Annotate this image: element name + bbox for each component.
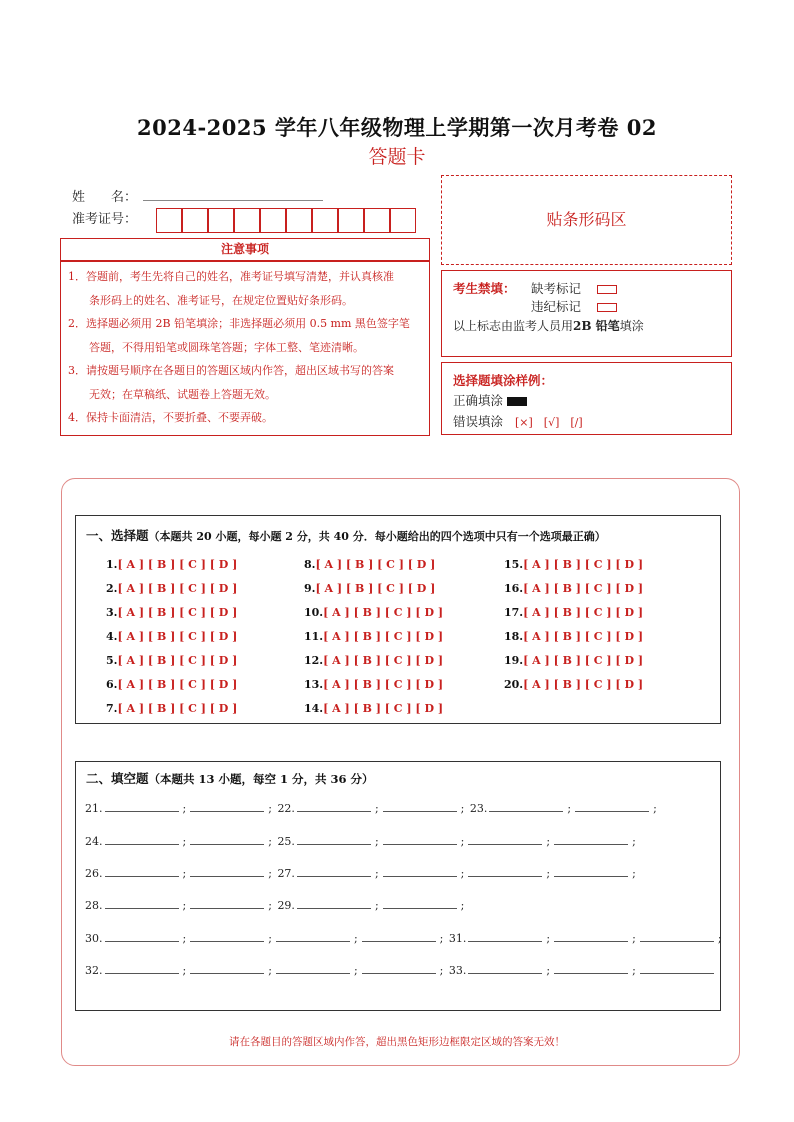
mc-question-number: 12. [304,654,324,667]
prohibited-box [441,270,732,357]
note-suffix: 填涂 [619,319,644,333]
mc-header [86,525,606,544]
blank[interactable] [190,931,264,942]
blank[interactable] [383,866,457,877]
mc-question[interactable] [106,558,237,571]
blank[interactable] [383,898,457,909]
mc-question-number: 17. [504,606,524,619]
blank[interactable] [383,801,457,812]
blank[interactable] [297,866,371,877]
id-box[interactable] [234,208,260,233]
fill-num: 23. [469,802,488,815]
blank[interactable] [105,931,179,942]
fill-num: 24. [85,835,103,848]
fill-num: 30. [85,932,103,945]
fill-num: 21. [85,802,103,815]
absent-mark-box[interactable] [597,285,617,294]
prohibited-note [453,317,644,334]
fill-row: 30. ; ; ; ; 31. ; ; ; [85,932,722,945]
fill-num: 32. [85,964,103,977]
mc-question-number: 16. [504,582,524,595]
blank[interactable] [276,931,350,942]
fill-row: 21. ; ; 22. ; ; 23. ; ; [85,802,657,815]
barcode-label: 贴条形码区 [546,210,627,229]
mc-question[interactable] [106,582,237,595]
fill-row: 24. ; ; 25. ; ; ; ; [85,835,636,848]
violation-label: 违纪标记 [531,299,582,314]
mc-options[interactable]: [ A ] [ B ] [ C ] [ D ] [523,630,644,643]
mc-options[interactable]: [ A ] [ B ] [ C ] [ D ] [323,630,444,643]
notice-line: 4．保持卡面清洁，不要折叠、不要弄破。 [68,411,273,424]
name-field[interactable] [143,200,323,201]
blank[interactable] [190,801,264,812]
mc-options[interactable]: [ A ] [ B ] [ C ] [ D ] [117,558,238,571]
mc-question-number: 7. [106,702,118,715]
mc-options[interactable]: [ A ] [ B ] [ C ] [ D ] [523,606,644,619]
mc-options[interactable]: [ A ] [ B ] [ C ] [ D ] [315,582,436,595]
blank[interactable] [190,898,264,909]
fill-num: 22. [277,802,295,815]
blank[interactable] [362,931,436,942]
mc-options[interactable]: [ A ] [ B ] [ C ] [ D ] [323,606,444,619]
id-box[interactable] [208,208,234,233]
mc-options[interactable]: [ A ] [ B ] [ C ] [ D ] [117,654,238,667]
blank[interactable] [468,963,542,974]
fill-title: 二、填空题 [86,771,149,786]
mc-options[interactable]: [ A ] [ B ] [ C ] [ D ] [117,582,238,595]
correct-sample-row [453,391,527,409]
blank[interactable] [276,963,350,974]
mc-question-number: 18. [504,630,524,643]
fill-desc: （本题共 13 小题，每空 1 分，共 36 分） [148,772,374,786]
mc-options[interactable]: [ A ] [ B ] [ C ] [ D ] [523,678,644,691]
mc-options[interactable]: [ A ] [ B ] [ C ] [ D ] [117,630,238,643]
blank[interactable] [362,963,436,974]
blank[interactable] [190,834,264,845]
mc-question[interactable] [504,606,643,619]
mc-question[interactable] [304,678,443,691]
violation-mark-box[interactable] [597,303,617,312]
mc-question-number: 8. [304,558,316,571]
mc-question[interactable] [304,654,443,667]
mc-question[interactable] [304,558,435,571]
id-box[interactable] [286,208,312,233]
fill-num: 28. [85,899,103,912]
mc-question-number: 2. [106,582,118,595]
blank[interactable] [489,801,563,812]
mc-question[interactable] [304,582,435,595]
mc-question-number: 1. [106,558,118,571]
blank[interactable] [468,866,542,877]
blank[interactable] [554,834,628,845]
mc-options[interactable]: [ A ] [ B ] [ C ] [ D ] [117,678,238,691]
mc-desc: （本题共 20 小题，每小题 2 分，共 40 分．每小题给出的四个选项中只有一个选项最正确） [148,530,606,543]
blank[interactable] [297,834,371,845]
blank[interactable] [105,834,179,845]
blank[interactable] [105,801,179,812]
sample-title: 选择题填涂样例： [453,373,554,388]
mc-question[interactable] [106,606,237,619]
blank[interactable] [105,898,179,909]
mc-question-number: 14. [304,702,324,715]
blank[interactable] [640,963,714,974]
notice-line: 1．答题前，考生先将自己的姓名，准考证号填写清楚，并认真核准 [68,270,394,283]
blank[interactable] [297,801,371,812]
blank[interactable] [105,866,179,877]
mc-question[interactable] [106,702,237,715]
correct-label: 正确填涂 [453,393,504,408]
id-box[interactable] [260,208,286,233]
mc-options[interactable]: [ A ] [ B ] [ C ] [ D ] [117,702,238,715]
blank[interactable] [190,963,264,974]
blank[interactable] [383,834,457,845]
mc-options[interactable]: [ A ] [ B ] [ C ] [ D ] [117,606,238,619]
blank[interactable] [554,931,628,942]
mc-options[interactable]: [ A ] [ B ] [ C ] [ D ] [523,654,644,667]
mc-question-number: 6. [106,678,118,691]
mc-question[interactable] [304,606,443,619]
blank[interactable] [554,866,628,877]
fill-num: 33. [448,964,467,977]
mc-question[interactable] [504,582,643,595]
mc-question[interactable] [304,630,443,643]
notice-line: 无效；在草稿纸、试题卷上答题无效。 [89,387,276,401]
fill-row: 32. ; ; ; ; 33. ; ; [85,963,716,977]
fill-num: 26. [85,867,103,880]
blank[interactable] [554,963,628,974]
mc-question[interactable] [504,678,643,691]
prohibited-title: 考生禁填： [453,281,516,296]
mc-options[interactable]: [ A ] [ B ] [ C ] [ D ] [523,558,644,571]
fill-header [86,768,374,787]
id-box[interactable] [182,208,208,233]
mc-question-number: 19. [504,654,524,667]
mc-options[interactable]: [ A ] [ B ] [ C ] [ D ] [323,702,444,715]
id-box[interactable] [156,208,182,233]
footer-warning: 请在各题目的答题区域内作答，超出黑色矩形边框限定区域的答案无效！ [229,1036,565,1048]
blank[interactable] [468,931,542,942]
id-box[interactable] [338,208,364,233]
id-box[interactable] [364,208,390,233]
wrong-sample-row [453,412,583,430]
mc-options[interactable]: [ A ] [ B ] [ C ] [ D ] [523,582,644,595]
id-box[interactable] [390,208,416,233]
blank[interactable] [468,834,542,845]
absent-label: 缺考标记 [531,281,582,296]
mc-title: 一、选择题 [86,528,149,543]
mc-question-number: 4. [106,630,118,643]
mc-question-number: 10. [304,606,324,619]
fill-num: 29. [277,899,295,912]
notice-line: 3．请按题号顺序在各题目的答题区域内作答，超出区域书写的答案 [68,364,394,377]
mc-question[interactable] [106,630,237,643]
mc-question-number: 5. [106,654,118,667]
mc-options[interactable]: [ A ] [ B ] [ C ] [ D ] [315,558,436,571]
filled-sample [507,397,527,406]
exam-title: 2024-2025 学年八年级物理上学期第一次月考卷 02 [137,115,657,140]
mc-question-number: 20. [504,678,524,691]
mc-question[interactable] [304,702,443,715]
mc-section [75,515,721,724]
blank[interactable] [640,931,714,942]
mc-question-number: 11. [304,630,324,643]
fill-num: 31. [448,932,467,945]
mc-question[interactable] [504,630,643,643]
barcode-area [441,175,732,265]
blank[interactable] [297,898,371,909]
mc-question[interactable] [504,558,643,571]
id-label: 准考证号： [72,212,138,227]
notice-body [60,261,430,436]
fill-num: 27. [277,867,295,880]
mc-options[interactable]: [ A ] [ B ] [ C ] [ D ] [323,678,444,691]
absent-mark-row [531,279,617,297]
fill-row: 28. ; ; 29. ; ; [85,899,465,912]
note-prefix: 以上标志由监考人员用 [453,319,574,333]
fill-num: 25. [277,835,295,848]
blank[interactable] [105,963,179,974]
blank[interactable] [190,866,264,877]
notice-line: 2．选择题必须用 2B 铅笔填涂；非选择题必须用 0.5 mm 黑色签字笔 [68,317,410,330]
mc-options[interactable]: [ A ] [ B ] [ C ] [ D ] [323,654,444,667]
mc-question-number: 9. [304,582,316,595]
mc-question-number: 15. [504,558,524,571]
notice-line: 答题，不得用铅笔或圆珠笔答题；字体工整、笔迹清晰。 [89,340,364,354]
notice-title: 注意事项 [60,238,430,261]
mc-question[interactable] [106,678,237,691]
answer-card-subtitle: 答题卡 [368,146,426,168]
wrong-label: 错误填涂 [453,414,504,429]
violation-mark-row [531,297,617,315]
notice-line: 条形码上的姓名、准考证号，在规定位置贴好条形码。 [89,293,353,307]
id-box[interactable] [312,208,338,233]
mc-question[interactable] [106,654,237,667]
blank[interactable] [575,801,649,812]
note-bold: 2B 铅笔 [573,319,620,333]
sample-box [441,362,732,435]
wrong-marks: [×] [√] [/] [515,416,583,429]
mc-question-number: 3. [106,606,118,619]
mc-question[interactable] [504,654,643,667]
name-label: 姓 名： [72,190,138,205]
mc-question-number: 13. [304,678,324,691]
fill-row: 26. ; ; 27. ; ; ; ; [85,867,636,880]
